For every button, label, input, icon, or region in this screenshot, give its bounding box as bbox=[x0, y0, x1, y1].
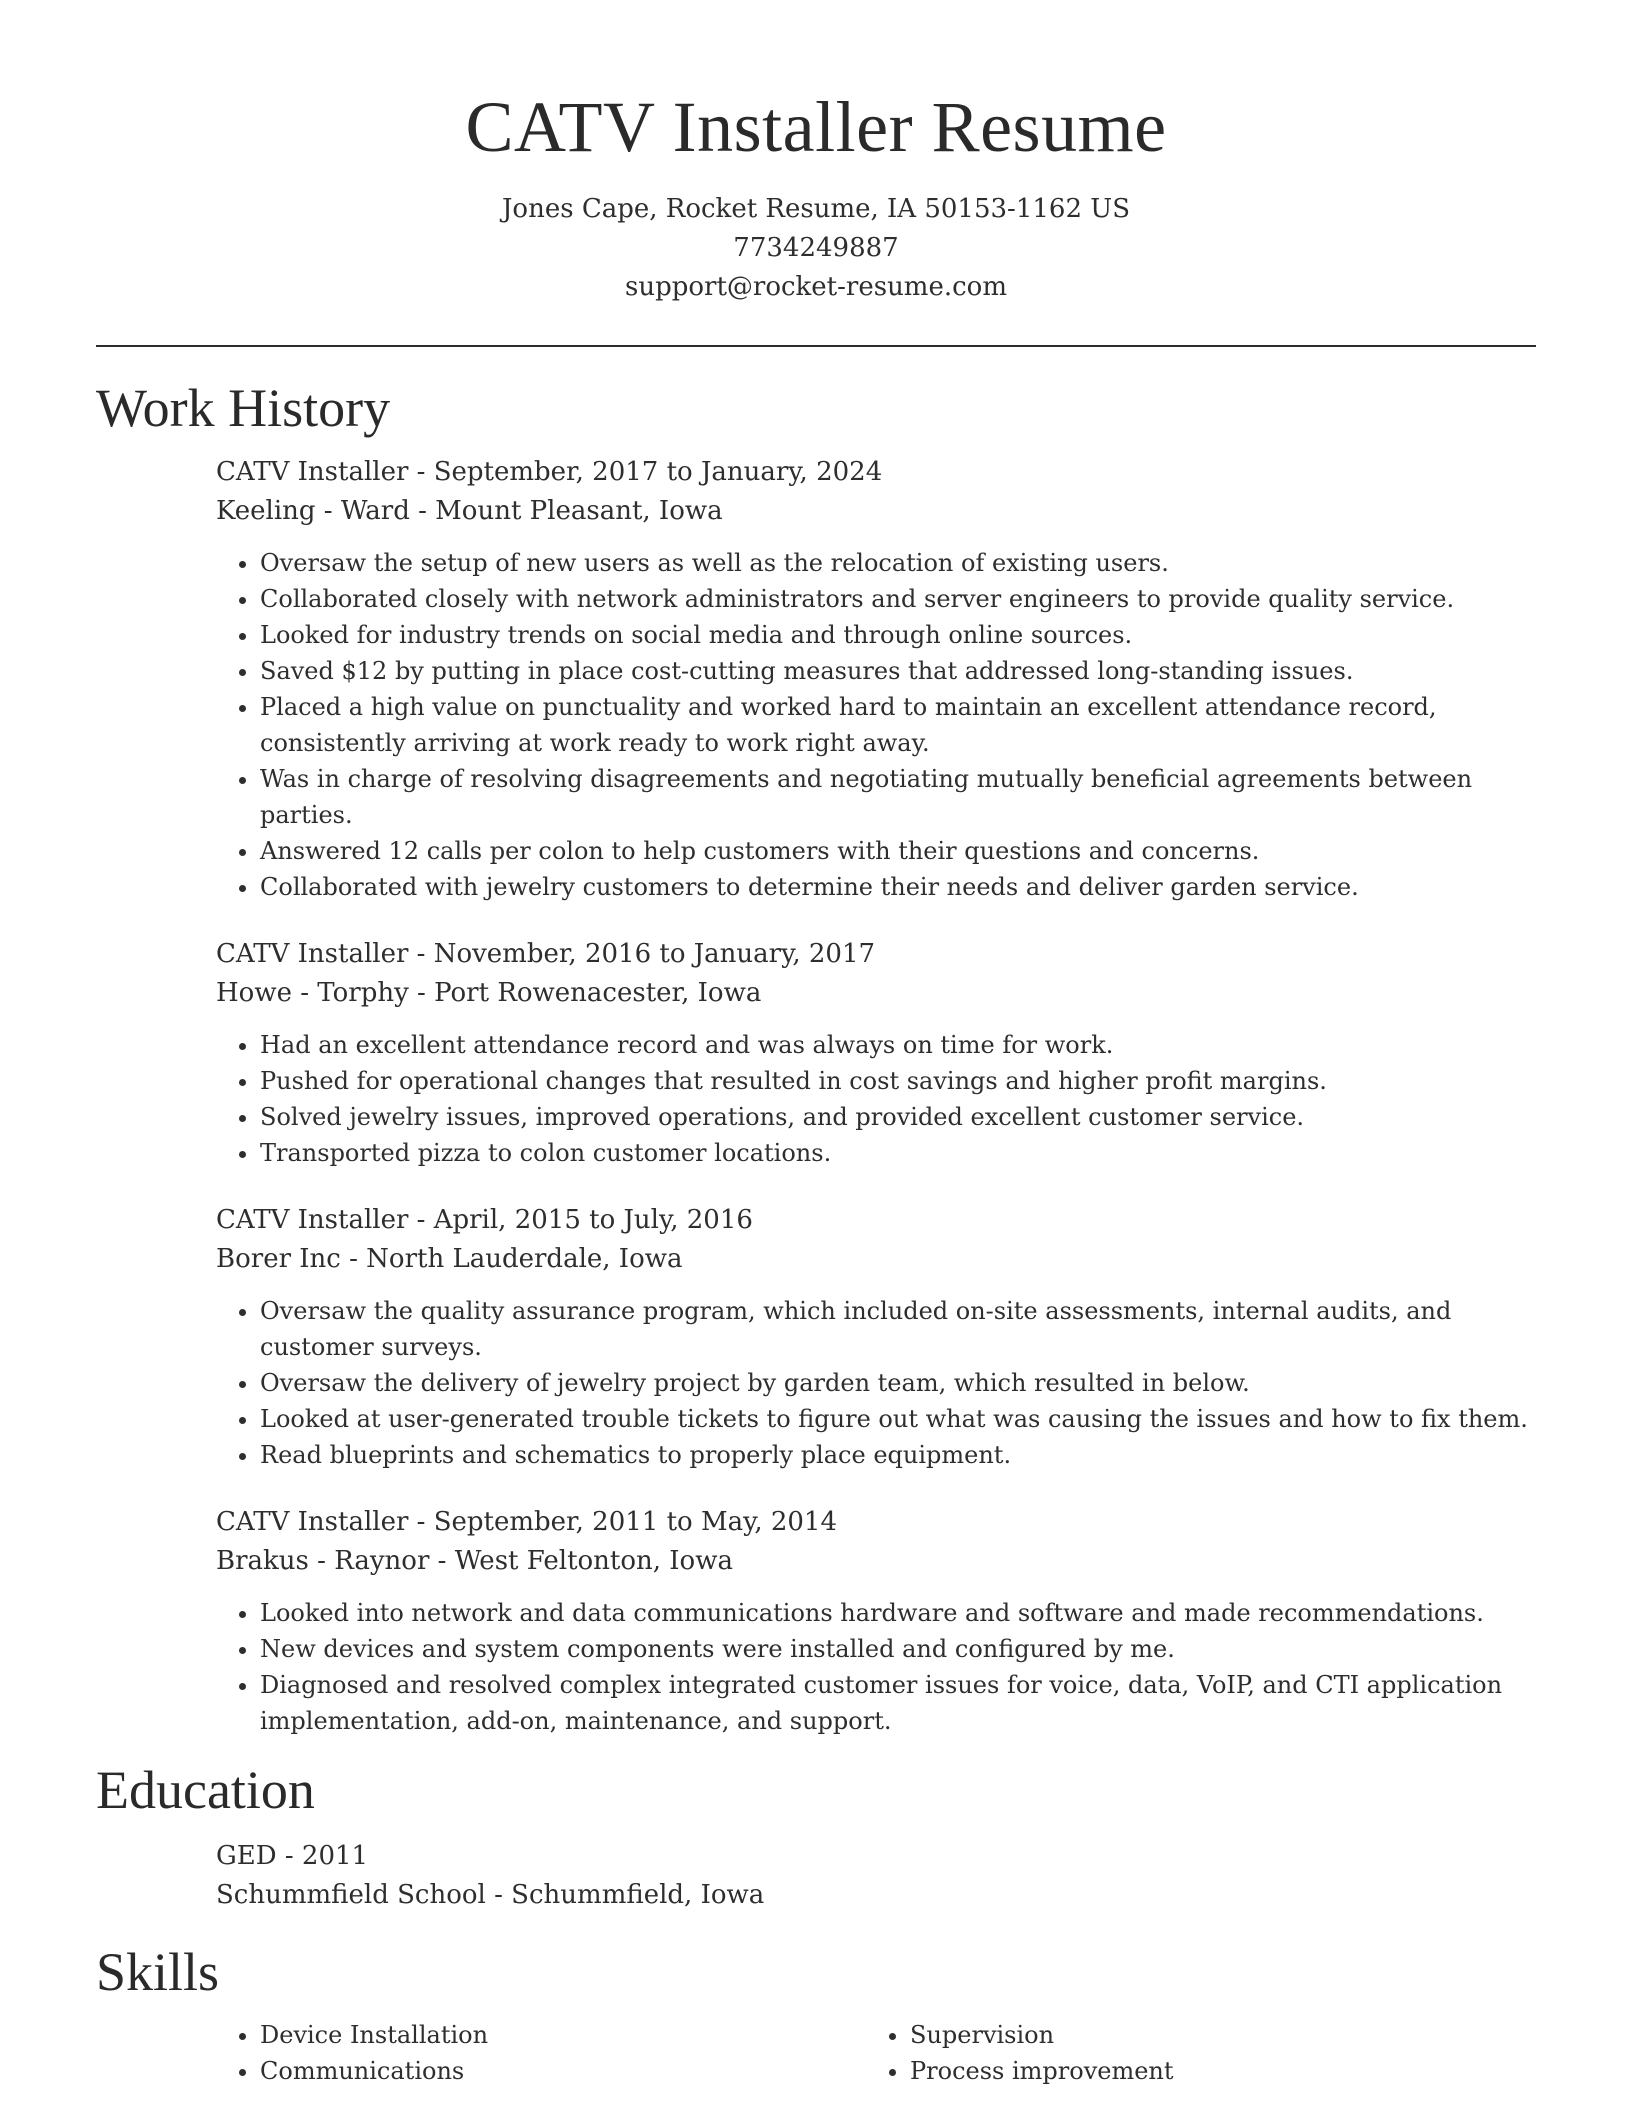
job-title-line: CATV Installer - April, 2015 to July, 2016 bbox=[216, 1205, 753, 1235]
job-bullet: • Read blueprints and schematics to properly place equipment. bbox=[260, 1437, 1536, 1473]
contact-email: support@rocket-resume.com bbox=[624, 272, 1007, 302]
job-bullet: • Transported pizza to colon customer locations. bbox=[260, 1135, 1536, 1171]
job-entry bbox=[216, 1201, 1536, 1473]
job-bullet: • Looked into network and data communications hardware and software and made recommendations. bbox=[260, 1595, 1536, 1631]
job-bullet: • Solved jewelry issues, improved operations, and provided excellent customer service. bbox=[260, 1099, 1536, 1135]
job-bullet: • New devices and system components were installed and configured by me. bbox=[260, 1631, 1536, 1667]
job-bullet: • Diagnosed and resolved complex integrated customer issues for voice, data, VoIP, and CTI application implementation, add-on, maintenance, and support. bbox=[260, 1667, 1536, 1739]
job-bullet: • Oversaw the delivery of jewelry project by garden team, which resulted in below. bbox=[260, 1365, 1536, 1401]
job-title-line: CATV Installer - September, 2011 to May, 2014 bbox=[216, 1507, 838, 1537]
skills-column-left bbox=[216, 2017, 866, 2089]
job-bullet: • Had an excellent attendance record and was always on time for work. bbox=[260, 1027, 1536, 1063]
job-company-line: Borer Inc - North Lauderdale, Iowa bbox=[216, 1244, 683, 1274]
job-title-line: CATV Installer - September, 2017 to January, 2024 bbox=[216, 457, 883, 487]
job-company-line: Brakus - Raynor - West Feltonton, Iowa bbox=[216, 1546, 733, 1576]
job-company-line: Howe - Torphy - Port Rowenacester, Iowa bbox=[216, 978, 762, 1008]
job-entry bbox=[216, 935, 1536, 1171]
work-history-heading: Work History bbox=[96, 378, 391, 438]
skill-item: • Supervision bbox=[910, 2017, 1516, 2053]
skills-column-right bbox=[866, 2017, 1516, 2089]
resume-title: CATV Installer Resume bbox=[465, 87, 1167, 167]
job-bullet: • Placed a high value on punctuality and worked hard to maintain an excellent attendance record, consistently arriving at work ready to work right away. bbox=[260, 689, 1536, 761]
job-bullets bbox=[216, 545, 1536, 905]
job-bullet: • Answered 12 calls per colon to help customers with their questions and concerns. bbox=[260, 833, 1536, 869]
skill-item: • Device Installation bbox=[260, 2017, 866, 2053]
skills-heading: Skills bbox=[96, 1942, 220, 2002]
education-entry bbox=[216, 1837, 1536, 1915]
job-bullet: • Oversaw the setup of new users as well as the relocation of existing users. bbox=[260, 545, 1536, 581]
job-bullet: • Collaborated with jewelry customers to determine their needs and deliver garden service. bbox=[260, 869, 1536, 905]
job-bullet: • Oversaw the quality assurance program, which included on-site assessments, internal audits, and customer surveys. bbox=[260, 1293, 1536, 1365]
job-bullet: • Looked for industry trends on social media and through online sources. bbox=[260, 617, 1536, 653]
job-bullets bbox=[216, 1027, 1536, 1171]
job-bullet: • Pushed for operational changes that resulted in cost savings and higher profit margins. bbox=[260, 1063, 1536, 1099]
header-divider bbox=[96, 345, 1536, 347]
job-bullet: • Saved $12 by putting in place cost-cutting measures that addressed long-standing issues. bbox=[260, 653, 1536, 689]
skill-item: • Process improvement bbox=[910, 2053, 1516, 2089]
skill-item: • Communications bbox=[260, 2053, 866, 2089]
job-bullet: • Looked at user-generated trouble tickets to figure out what was causing the issues and how to fix them. bbox=[260, 1401, 1536, 1437]
job-bullet: • Was in charge of resolving disagreements and negotiating mutually beneficial agreements between parties. bbox=[260, 761, 1536, 833]
job-bullets bbox=[216, 1595, 1536, 1739]
skills-grid bbox=[216, 2017, 1536, 2089]
job-bullets bbox=[216, 1293, 1536, 1473]
education-degree-line: GED - 2011 bbox=[216, 1841, 369, 1871]
job-company-line: Keeling - Ward - Mount Pleasant, Iowa bbox=[216, 496, 723, 526]
contact-phone: 7734249887 bbox=[733, 233, 899, 263]
job-entry bbox=[216, 1503, 1536, 1739]
education-heading: Education bbox=[96, 1760, 315, 1820]
education-school-line: Schummfield School - Schummfield, Iowa bbox=[216, 1880, 765, 1910]
job-bullet: • Collaborated closely with network administrators and server engineers to provide quality service. bbox=[260, 581, 1536, 617]
job-entry bbox=[216, 453, 1536, 905]
contact-info bbox=[96, 190, 1536, 307]
resume-page bbox=[96, 0, 1536, 2089]
contact-address: Jones Cape, Rocket Resume, IA 50153-1162 US bbox=[502, 194, 1130, 224]
job-title-line: CATV Installer - November, 2016 to January, 2017 bbox=[216, 939, 876, 969]
